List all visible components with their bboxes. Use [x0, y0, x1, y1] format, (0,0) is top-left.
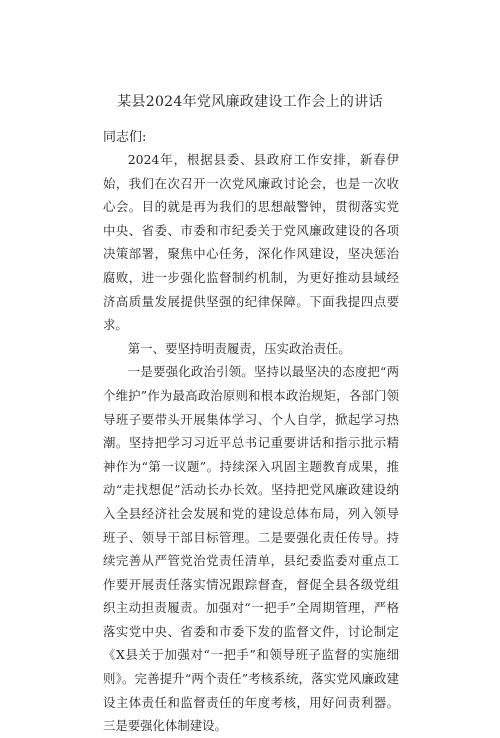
- page-title: 某县2024年党风廉政建设工作会上的讲话: [117, 94, 383, 110]
- paragraph-details: 一是要强化政治引领。坚持以最坚决的态度把“两个维护”作为最高政治原则和根本政治规矩，各部门领导班子要带头开展集体学习、个人自学，掀起学习热潮。坚持把学习习近平总书记重要讲话和指示批示精神作为“第一议题”。持续深入巩固主题教育成果，推动“走找想促”活动长办长效。坚持把党风廉政建设纳入全县经济社会发展和党的建设总体布局，列入领导班子、领导干部目标管理。二是要强化责任传导。持续完善从严管党治党责任清单，县纪委监委对重点工作要开展责任落实情况跟踪督查，督促全县各级党组织主动担责履责。加强对“一把手”全周期管理，严格落实党中央、省委和市委下发的监督文件，讨论制定《X县关于加强对“一把手”和领导班子监督的实施细则》。完善提升“两个责任”考核系统，落实党风廉政建设主体责任和监督责任的年度考核，用好问责利器。三是要强化体制建设。: [103, 364, 399, 734]
- paragraph-intro: 2024年，根据县委、县政府工作安排，新春伊始，我们在次召开一次党风廉政讨论会，也是一次收心会。目的就是再为我们的思想敲警钟，贯彻落实党中央、省委、市委和市纪委关于党风廉政建设的各项决策部署，聚焦中心任务，深化作风建设，坚决惩治腐败，进一步强化监督制约机制，为更好推动县域经济高质量发展提供坚强的纪律保障。下面我提四点要求。: [103, 152, 399, 333]
- salutation: 同志们:: [103, 130, 147, 145]
- document-body: [103, 148, 399, 738]
- paragraph-section-heading: 第一、要坚持明责履责，压实政治责任。: [127, 340, 351, 356]
